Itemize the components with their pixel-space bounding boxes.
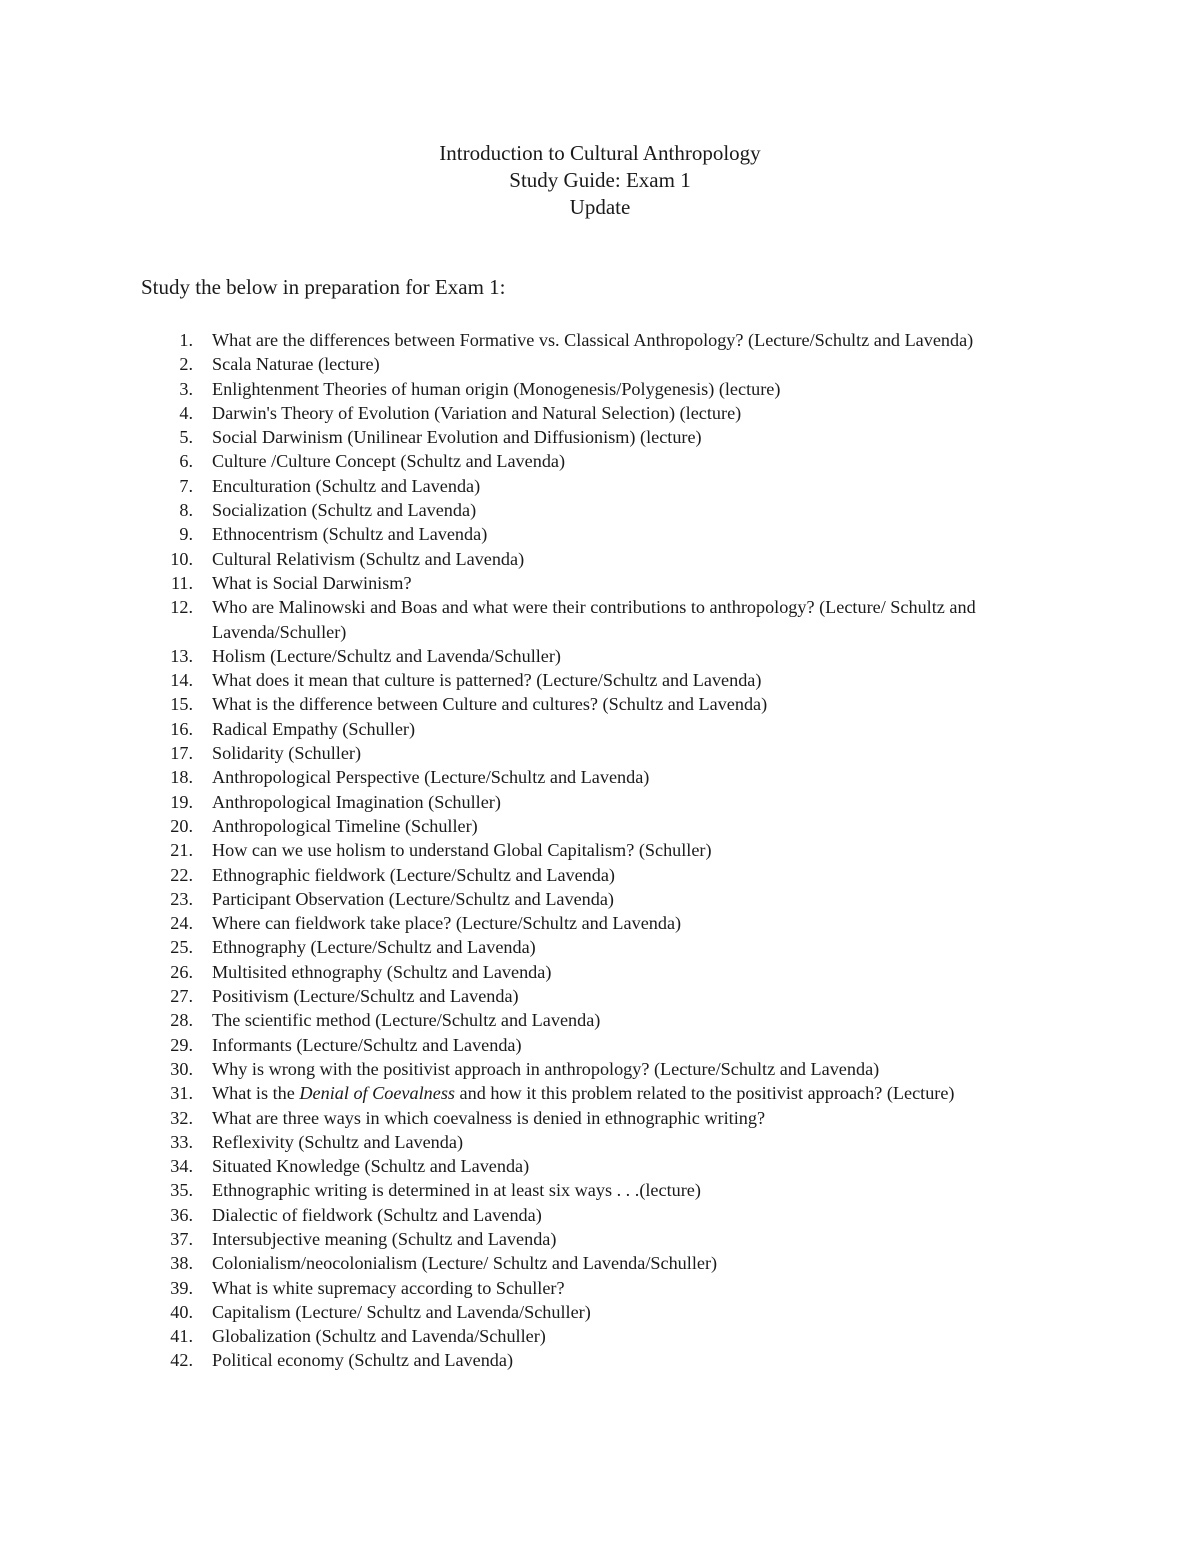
item-number: 36. xyxy=(170,1204,193,1225)
list-item xyxy=(0,1130,1072,1154)
item-number: 37. xyxy=(170,1228,193,1249)
item-text: Informants (Lecture/Schultz and Lavenda) xyxy=(212,1034,522,1055)
course-title: Introduction to Cultural Anthropology xyxy=(439,141,761,165)
item-text: Culture /Culture Concept (Schultz and Lavenda) xyxy=(212,451,566,472)
item-number: 19. xyxy=(170,791,193,812)
item-number: 24. xyxy=(170,913,193,934)
item-number: 25. xyxy=(170,937,193,958)
item-number: 10. xyxy=(170,548,193,569)
item-text: Enlightenment Theories of human origin (Monogenesis/Polygenesis) (lecture) xyxy=(212,378,781,399)
list-item xyxy=(0,352,1072,376)
list-item xyxy=(0,668,1072,692)
item-text: How can we use holism to understand Global Capitalism? (Schuller) xyxy=(212,840,712,861)
item-number: 27. xyxy=(170,986,193,1007)
item-text: Ethnographic fieldwork (Lecture/Schultz and Lavenda) xyxy=(212,864,615,885)
list-item xyxy=(0,765,1072,789)
item-number: 4. xyxy=(179,402,193,423)
item-number: 3. xyxy=(179,378,193,399)
item-text: Who are Malinowski and Boas and what were their contributions to anthropology? (Lecture/ Schultz and Lavenda/Schuller) xyxy=(212,597,976,642)
item-text: Where can fieldwork take place? (Lecture/Schultz and Lavenda) xyxy=(212,913,682,934)
item-text: Holism (Lecture/Schultz and Lavenda/Schuller) xyxy=(212,645,561,666)
item-number: 34. xyxy=(170,1156,193,1177)
list-item xyxy=(0,1203,1072,1227)
item-number: 35. xyxy=(170,1180,193,1201)
list-item xyxy=(0,1008,1072,1032)
list-item xyxy=(0,692,1072,716)
list-item xyxy=(0,863,1072,887)
item-number: 40. xyxy=(170,1301,193,1322)
list-item xyxy=(0,790,1072,814)
item-number: 1. xyxy=(179,330,193,350)
item-number: 5. xyxy=(179,427,193,448)
item-text: What is Social Darwinism? xyxy=(212,572,412,593)
item-text: Positivism (Lecture/Schultz and Lavenda) xyxy=(212,986,519,1007)
item-number: 16. xyxy=(170,718,193,739)
intro-text: Study the below in preparation for Exam 1: xyxy=(141,275,506,299)
item-text: What does it mean that culture is patterned? (Lecture/Schultz and Lavenda) xyxy=(212,670,762,691)
document-header xyxy=(0,140,1200,221)
item-text: Radical Empathy (Schuller) xyxy=(212,718,416,739)
guide-title: Study Guide: Exam 1 xyxy=(509,168,691,192)
item-text: Reflexivity (Schultz and Lavenda) xyxy=(212,1131,464,1152)
list-item xyxy=(0,425,1072,449)
list-item xyxy=(0,328,1072,352)
item-text: Anthropological Perspective (Lecture/Schultz and Lavenda) xyxy=(212,767,650,788)
item-text: Why is wrong with the positivist approach in anthropology? (Lecture/Schultz and Lavenda) xyxy=(212,1058,880,1079)
item-text: Situated Knowledge (Schultz and Lavenda) xyxy=(212,1156,530,1177)
item-text: Multisited ethnography (Schultz and Lavenda) xyxy=(212,961,552,982)
item-text: Political economy (Schultz and Lavenda) xyxy=(212,1350,514,1371)
list-item xyxy=(0,1178,1072,1202)
item-text-post: and how it this problem related to the positivist approach? (Lecture) xyxy=(454,1083,955,1104)
item-number: 29. xyxy=(170,1034,193,1055)
item-number: 30. xyxy=(170,1058,193,1079)
item-text-italic: Denial of Coevalness xyxy=(299,1083,455,1104)
list-item xyxy=(0,984,1072,1008)
item-number: 8. xyxy=(179,500,193,521)
list-item xyxy=(0,1276,1072,1300)
item-text: Anthropological Imagination (Schuller) xyxy=(212,791,501,812)
list-item xyxy=(0,1324,1072,1348)
item-text: Darwin's Theory of Evolution (Variation and Natural Selection) (lecture) xyxy=(212,402,742,423)
question-list xyxy=(0,328,1200,1373)
list-item xyxy=(0,814,1072,838)
list-item xyxy=(0,887,1072,911)
item-number: 18. xyxy=(170,767,193,788)
list-item xyxy=(0,960,1072,984)
item-number: 42. xyxy=(170,1350,193,1371)
list-item xyxy=(0,741,1072,765)
item-text-pre: What is the xyxy=(212,1083,300,1104)
list-item xyxy=(0,498,1072,522)
item-number: 33. xyxy=(170,1131,193,1152)
item-text: Dialectic of fieldwork (Schultz and Lavenda) xyxy=(212,1204,542,1225)
item-number: 14. xyxy=(170,670,193,691)
list-item xyxy=(0,935,1072,959)
item-number: 12. xyxy=(170,597,193,618)
item-text: Enculturation (Schultz and Lavenda) xyxy=(212,475,481,496)
item-text: Cultural Relativism (Schultz and Lavenda) xyxy=(212,548,525,569)
item-text: What are three ways in which coevalness is denied in ethnographic writing? xyxy=(212,1107,766,1128)
list-item xyxy=(0,644,1072,668)
item-text: Globalization (Schultz and Lavenda/Schuller) xyxy=(212,1326,546,1347)
item-number: 7. xyxy=(179,475,193,496)
item-number: 20. xyxy=(170,815,193,836)
item-number: 23. xyxy=(170,888,193,909)
item-number: 31. xyxy=(170,1083,193,1104)
item-number: 15. xyxy=(170,694,193,715)
item-text: What are the differences between Formative vs. Classical Anthropology? (Lecture/Schultz and Lavenda) xyxy=(212,330,974,350)
item-number: 41. xyxy=(170,1326,193,1347)
item-text: Capitalism (Lecture/ Schultz and Lavenda/Schuller) xyxy=(212,1301,591,1322)
list-item xyxy=(0,1081,1072,1105)
item-number: 39. xyxy=(170,1277,193,1298)
list-item xyxy=(0,595,1072,644)
list-item xyxy=(0,1057,1072,1081)
list-item xyxy=(0,838,1072,862)
item-number: 17. xyxy=(170,743,193,764)
list-item xyxy=(0,377,1072,401)
list-item xyxy=(0,1227,1072,1251)
item-text: Participant Observation (Lecture/Schultz and Lavenda) xyxy=(212,888,614,909)
list-item xyxy=(0,911,1072,935)
item-number: 38. xyxy=(170,1253,193,1274)
item-number: 26. xyxy=(170,961,193,982)
item-number: 21. xyxy=(170,840,193,861)
item-number: 11. xyxy=(170,572,193,593)
item-text xyxy=(212,1083,954,1103)
item-number: 32. xyxy=(170,1107,193,1128)
list-item xyxy=(0,474,1072,498)
item-text: What is the difference between Culture and cultures? (Schultz and Lavenda) xyxy=(212,694,768,715)
list-item xyxy=(0,1154,1072,1178)
item-text: Ethnocentrism (Schultz and Lavenda) xyxy=(212,524,488,545)
item-number: 9. xyxy=(179,524,193,545)
item-number: 13. xyxy=(170,645,193,666)
update-label: Update xyxy=(569,195,631,219)
item-text: Anthropological Timeline (Schuller) xyxy=(212,815,478,836)
item-text: What is white supremacy according to Schuller? xyxy=(212,1277,565,1298)
list-item xyxy=(0,522,1072,546)
item-text: Ethnography (Lecture/Schultz and Lavenda) xyxy=(212,937,536,958)
item-number: 2. xyxy=(179,354,193,375)
list-item xyxy=(0,1300,1072,1324)
item-text: Scala Naturae (lecture) xyxy=(212,354,380,375)
item-number: 22. xyxy=(170,864,193,885)
list-item xyxy=(0,1348,1072,1372)
list-item xyxy=(0,1106,1072,1130)
item-text: Social Darwinism (Unilinear Evolution and Diffusionism) (lecture) xyxy=(212,427,702,448)
item-number: 28. xyxy=(170,1010,193,1031)
item-text: Intersubjective meaning (Schultz and Lavenda) xyxy=(212,1228,557,1249)
item-text: Solidarity (Schuller) xyxy=(212,743,362,764)
list-item xyxy=(0,717,1072,741)
list-item xyxy=(0,1251,1072,1275)
list-item xyxy=(0,1033,1072,1057)
item-text: The scientific method (Lecture/Schultz and Lavenda) xyxy=(212,1010,601,1031)
item-text: Colonialism/neocolonialism (Lecture/ Schultz and Lavenda/Schuller) xyxy=(212,1253,718,1274)
item-number: 6. xyxy=(179,451,193,472)
item-text: Ethnographic writing is determined in at least six ways . . .(lecture) xyxy=(212,1180,701,1201)
item-text: Socialization (Schultz and Lavenda) xyxy=(212,500,477,521)
list-item xyxy=(0,449,1072,473)
list-item xyxy=(0,401,1072,425)
list-item xyxy=(0,571,1072,595)
list-item xyxy=(0,547,1072,571)
